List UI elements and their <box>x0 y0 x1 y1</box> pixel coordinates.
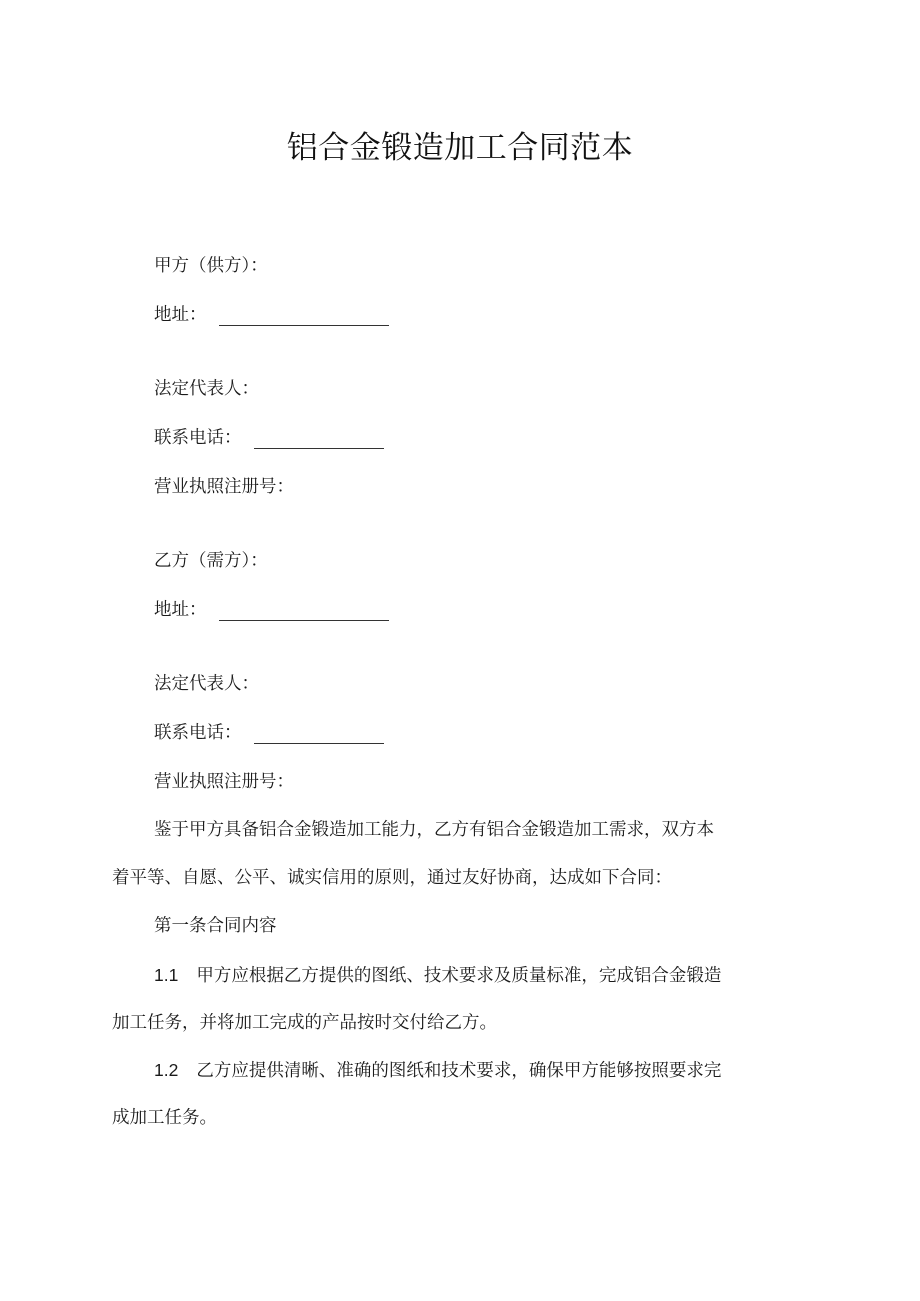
party-a-address-row <box>154 300 389 330</box>
party-a-phone-blank <box>254 447 384 449</box>
party-a-license: 营业执照注册号： <box>154 477 294 497</box>
clause-1-1-line-1 <box>112 960 810 1008</box>
preamble-paragraph <box>112 815 810 911</box>
clause-1-2 <box>112 1055 810 1151</box>
party-b-address-row <box>154 595 389 625</box>
party-b-heading: 乙方（需方）： <box>154 551 268 571</box>
party-b-legal-rep: 法定代表人： <box>154 674 259 694</box>
preamble-line-2: 着平等、自愿、公平、诚实信用的原则，通过友好协商，达成如下合同： <box>112 868 672 888</box>
party-a-phone-row <box>154 423 384 453</box>
article-1-heading: 第一条合同内容 <box>154 916 277 936</box>
clause-1-1-line-2: 加工任务，并将加工完成的产品按时交付给乙方。 <box>112 1013 497 1033</box>
document-title: 铝合金锻造加工合同范本 <box>286 130 634 166</box>
party-a-heading: 甲方（供方）： <box>154 256 268 276</box>
party-a-address-blank <box>219 324 389 326</box>
party-a-address-label: 地址： <box>154 305 207 325</box>
party-b-phone-row <box>154 718 384 748</box>
preamble-line-1: 鉴于甲方具备铝合金锻造加工能力，乙方有铝合金锻造加工需求，双方本 <box>154 820 714 840</box>
party-b-phone-blank <box>254 742 384 744</box>
party-b-address-blank <box>219 619 389 621</box>
party-b-address-label: 地址： <box>154 600 207 620</box>
party-a-legal-rep: 法定代表人： <box>154 379 259 399</box>
clause-1-1 <box>112 960 810 1056</box>
clause-1-2-line-2: 成加工任务。 <box>112 1108 217 1128</box>
party-a-phone-label: 联系电话： <box>154 428 242 448</box>
clause-1-2-line-1 <box>112 1055 810 1103</box>
clause-1-2-number: 1.2 <box>154 1060 179 1080</box>
clause-1-2-text-1: 乙方应提供清晰、准确的图纸和技术要求，确保甲方能够按照要求完 <box>196 1061 722 1081</box>
party-b-license: 营业执照注册号： <box>154 772 294 792</box>
clause-1-1-text-1: 甲方应根据乙方提供的图纸、技术要求及质量标准，完成铝合金锻造 <box>196 966 722 986</box>
clause-1-1-number: 1.1 <box>154 965 179 985</box>
party-b-phone-label: 联系电话： <box>154 723 242 743</box>
